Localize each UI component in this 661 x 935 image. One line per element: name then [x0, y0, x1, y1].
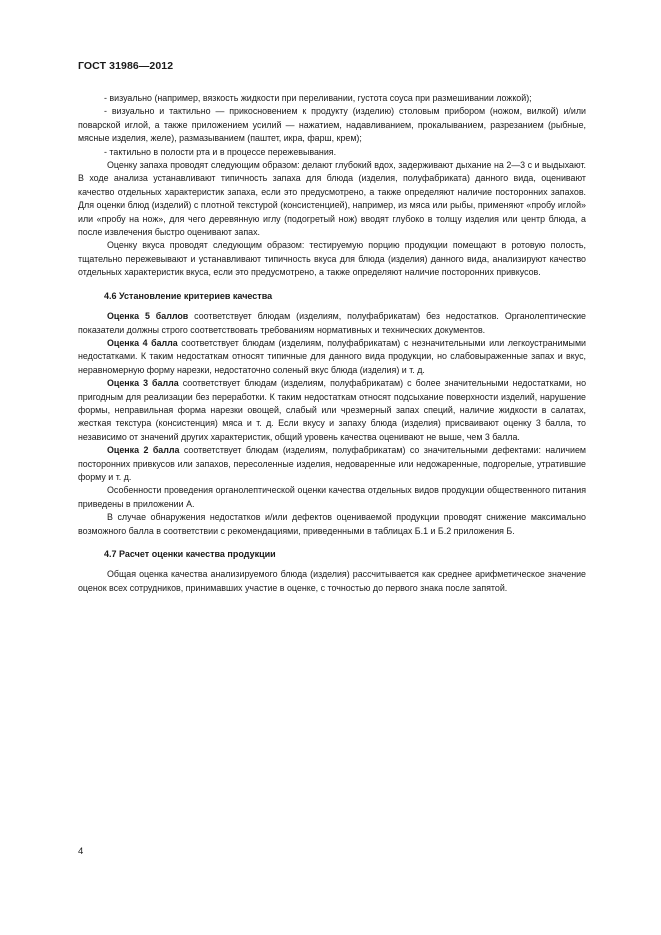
paragraph: - тактильно в полости рта и в процессе пережевывания.: [104, 146, 337, 157]
section-heading-4-7: 4.7 Расчет оценки качества продукции: [104, 549, 276, 559]
grade-label: Оценка 2 балла: [107, 445, 180, 456]
grade-text: соответствует блюдам (изделиям, полуфабрикатам) с более значительными недостатками, но пригодным для реализации без переработки. К таким недостаткам относят подсыхание поверхности изделий, нарушение формы, неправильная форма нарезки овощей, слабый или чрезмерный запах специй, наличие жидкости в салатах, жесткая текстура (консистенция) мяса и т. д. Если вкусу и запаху блюда (изделия) присваивают оценку 3 балла, то независимо от значений других характеристик, общий уровень качества оценивают не выше, чем 3 балла.: [78, 378, 587, 442]
grade-paragraph: [78, 310, 586, 337]
grade-paragraph: [78, 444, 586, 484]
grade-text: соответствует блюдам (изделиям, полуфабрикатам) без недостатков. Органолептические показатели должны строго соответствовать требованиям нормативных и технических документов.: [78, 311, 586, 335]
section-heading-4-6: 4.6 Установление критериев качества: [104, 290, 273, 301]
grade-label: Оценка 5 баллов: [107, 311, 189, 322]
document-header: ГОСТ 31986—2012: [78, 60, 174, 72]
paragraph: Общая оценка качества анализируемого блюда (изделия) рассчитывается как среднее арифметическое значение оценок всех сотрудников, принимавших участие в оценке, с точностью до первого знака после запятой.: [78, 569, 586, 593]
grade-paragraph: [78, 377, 586, 444]
document-body: [78, 92, 586, 595]
paragraph: - визуально и тактильно — прикосновением к продукту (изделию) столовым прибором (ножом, вилкой) и/или поварской иглой, а также приложением усилий — нажатием, надавливанием, прокалыванием, разрезанием (рыбные, мясные изделия, желе), размазыванием (паштет, икра, фарш, крем);: [78, 106, 586, 144]
paragraph: Оценку запаха проводят следующим образом: делают глубокий вдох, задерживают дыхание на 2—3 с и выдыхают. В ходе анализа устанавливают типичность запаха для блюда (изделия, полуфабриката) данного вида, оценивают качество отдельных характеристик запаха, если это предусмотрено, а также определяют наличие посторонних запахов. Для оценки блюд (изделий) с плотной текстурой (консистенцией), например, из мяса или рыбы, применяют «пробу иглой» или «пробу на нож», для чего деревянную иглу (подогретый нож) вводят глубоко в толщу изделия или центр блюда, а после извлечения быстро оценивают запах.: [78, 160, 586, 238]
grade-label: Оценка 3 балла: [107, 378, 179, 389]
paragraph: В случае обнаружения недостатков и/или дефектов оцениваемой продукции проводят снижение максимально возможного балла в соответствии с рекомендациями, приведенными в таблицах Б.1 и Б.2 приложения Б.: [78, 512, 586, 536]
page-number: 4: [78, 846, 84, 857]
paragraph: Особенности проведения органолептической оценки качества отдельных видов продукции общественного питания приведены в приложении А.: [78, 485, 586, 509]
paragraph: Оценку вкуса проводят следующим образом: тестируемую порцию продукции помещают в ротовую полость, тщательно пережевывают и устанавливают типичность вкуса для блюда (изделия) данного вида, анализируют качество отдельных характеристик вкуса, если это предусмотрено, а также определяют наличие посторонних привкусов.: [78, 240, 586, 278]
grade-text: соответствует блюдам (изделиям, полуфабрикатам) со значительными дефектами: наличием посторонних привкусов или запахов, пересоленные изделия, недоваренные или недожаренные, подгорелые, утратившие форму и т. д.: [78, 445, 586, 482]
grade-label: Оценка 4 балла: [107, 337, 178, 348]
grade-paragraph: [78, 337, 586, 377]
paragraph: - визуально (например, вязкость жидкости при переливании, густота соуса при размешивании ложкой);: [104, 93, 532, 103]
grade-text: соответствует блюдам (изделиям, полуфабрикатам) с незначительными или легкоустранимыми недостатками. К таким недостаткам относят типичные для данного вида продукции, но слабовыраженные запах и вкус, неравномерную форму нарезки, недостаточно соленый вкус блюда (изделия) и т. д.: [78, 337, 586, 375]
